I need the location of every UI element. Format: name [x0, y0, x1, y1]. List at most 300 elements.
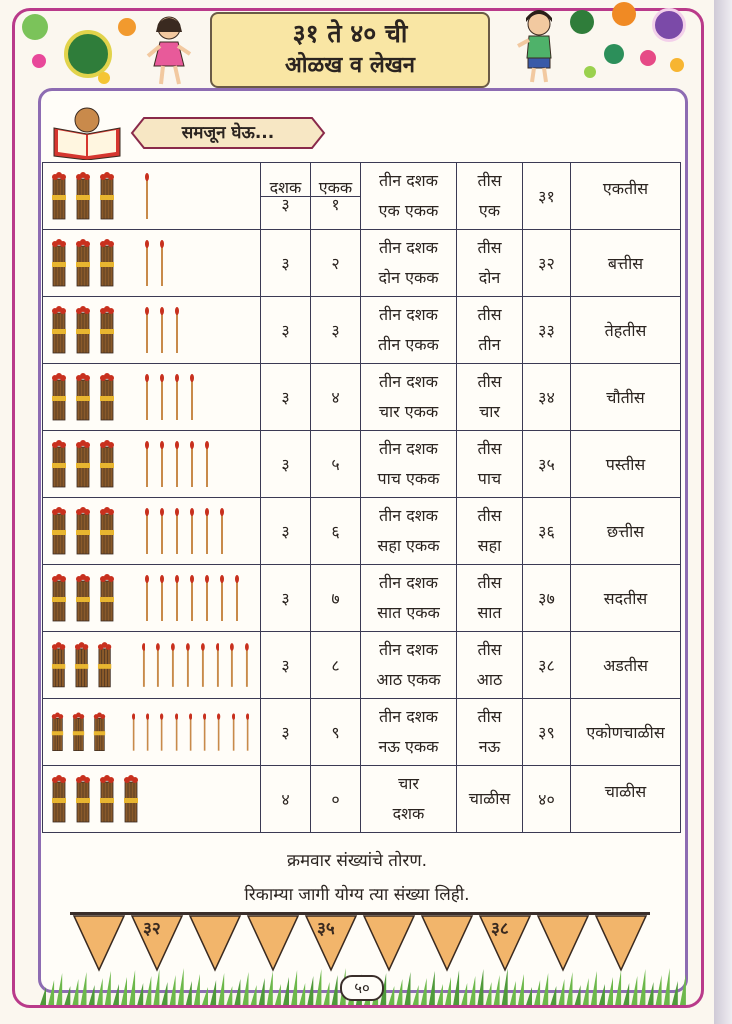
matchstick-icon — [132, 709, 135, 755]
grass-blade — [275, 984, 281, 1005]
short-line2: सहा — [477, 536, 502, 555]
words-line1: तीन दशक — [379, 372, 438, 391]
short-line1: तीस — [477, 707, 502, 726]
short-line1: तीस — [477, 171, 502, 190]
ones-digit: ० — [311, 766, 361, 833]
grass-blade — [186, 981, 192, 1005]
matchstick-icon — [220, 508, 224, 554]
grass-blade — [437, 984, 443, 1005]
matchstick-icon — [175, 307, 179, 353]
matchstick-bundle-icon — [75, 439, 91, 489]
matchstick-bundle-icon — [75, 506, 91, 556]
table-row — [43, 230, 681, 297]
grass-blade — [534, 980, 540, 1005]
numbers-table — [42, 162, 681, 833]
tens-digit: ३ — [261, 498, 311, 565]
matchstick-bundle-icon — [74, 640, 89, 690]
grass-blade — [291, 970, 297, 1005]
table-row — [43, 766, 681, 833]
place-value-words — [361, 230, 457, 297]
short-line2: आठ — [476, 670, 503, 689]
matchstick-icon — [175, 441, 179, 487]
matchstick-icon — [145, 374, 149, 420]
grass-blade — [97, 978, 103, 1005]
decor-dot — [32, 54, 46, 68]
grass-blade — [631, 976, 637, 1005]
matchstick-bundle-icon — [51, 707, 64, 757]
garland-flag-number: ३८ — [491, 919, 509, 939]
short-words — [457, 766, 523, 833]
tens-digit: ३ — [261, 431, 311, 498]
matchstick-bundle-icon — [99, 372, 115, 422]
matchstick-icon — [160, 575, 164, 621]
grass-blade — [72, 979, 78, 1005]
matchstick-picture — [43, 364, 261, 431]
grass-blade — [137, 983, 143, 1005]
matchstick-icon — [190, 575, 194, 621]
grass-blade — [64, 986, 70, 1005]
matchstick-bundle-icon — [51, 506, 67, 556]
matchstick-picture — [43, 632, 261, 699]
ones-digit: ७ — [311, 565, 361, 632]
words-line1: तीन दशक — [379, 640, 438, 659]
matchstick-bundle-icon — [99, 171, 115, 221]
number-numeral: ३८ — [523, 632, 571, 699]
grass-blade — [510, 981, 516, 1005]
book-spine — [714, 0, 732, 1024]
grass-blade — [477, 969, 483, 1005]
grass-blade — [615, 970, 621, 1005]
matchstick-bundle-icon — [51, 640, 66, 690]
matchstick-bundle-icon — [72, 707, 85, 757]
grass-blade — [81, 972, 87, 1005]
grass-blade — [486, 982, 492, 1005]
ones-digit: ६ — [311, 498, 361, 565]
grass-blade — [542, 973, 548, 1005]
grass-blade — [388, 986, 394, 1005]
tens-digit: ३ — [261, 632, 311, 699]
place-value-words — [361, 297, 457, 364]
table-row — [43, 297, 681, 364]
grass-blade — [56, 973, 62, 1005]
matchstick-bundle-icon — [51, 573, 67, 623]
girl-illustration — [146, 14, 192, 88]
matchstick-picture — [43, 498, 261, 565]
tens-digit: ३ — [261, 565, 311, 632]
matchstick-icon — [186, 642, 190, 688]
grass-blade — [283, 977, 289, 1005]
decor-dot — [670, 58, 684, 72]
matchstick-icon — [205, 441, 209, 487]
tens-digit: ३ — [261, 230, 311, 297]
garland-caption: क्रमवार संख्यांचे तोरण. — [286, 851, 428, 871]
grass-blade — [40, 987, 46, 1005]
grass-blade — [332, 975, 338, 1005]
matchstick-picture — [43, 163, 261, 230]
matchstick-icon — [205, 508, 209, 554]
matchstick-icon — [160, 374, 164, 420]
grass-blade — [550, 986, 556, 1005]
page-title: ३१ ते ४० ची — [292, 19, 408, 48]
number-numeral: ३१ — [523, 163, 571, 230]
matchstick-bundle-icon — [99, 573, 115, 623]
words-line2: एक एकक — [378, 201, 439, 220]
table-row — [43, 431, 681, 498]
grass-blade — [105, 971, 111, 1005]
table-row — [43, 632, 681, 699]
grass-blade — [518, 974, 524, 1005]
ones-digit: ९ — [311, 699, 361, 766]
grass-blade — [421, 978, 427, 1005]
matchstick-icon — [160, 307, 164, 353]
grass-blade — [210, 980, 216, 1005]
decor-dot — [584, 66, 596, 78]
words-line2: नऊ एकक — [378, 737, 439, 756]
matchstick-bundle-icon — [75, 238, 91, 288]
words-line1: चार — [398, 774, 419, 793]
short-words — [457, 431, 523, 498]
grass-blade — [567, 972, 573, 1005]
grass-blade — [48, 980, 54, 1005]
decor-dot — [604, 44, 624, 64]
words-line2: आठ एकक — [376, 670, 441, 689]
short-line1: तीस — [477, 506, 502, 525]
place-value-words — [361, 431, 457, 498]
grass-blade — [445, 977, 451, 1005]
grass-blade — [599, 984, 605, 1005]
garland-flag-number: ३५ — [317, 919, 335, 939]
short-words — [457, 230, 523, 297]
matchstick-bundle-icon — [75, 171, 91, 221]
table-row — [43, 565, 681, 632]
words-line1: तीन दशक — [379, 305, 438, 324]
number-name: सदतीस — [571, 565, 681, 632]
place-value-words — [361, 163, 457, 230]
matchstick-bundle-icon — [75, 372, 91, 422]
grass-blade — [153, 969, 159, 1005]
grass-blade — [672, 981, 678, 1005]
section-banner: समजून घेऊ... — [181, 123, 275, 143]
matchstick-icon — [175, 709, 178, 755]
number-name: चौतीस — [571, 364, 681, 431]
place-value-words — [361, 498, 457, 565]
matchstick-icon — [156, 642, 160, 688]
matchstick-icon — [220, 575, 224, 621]
short-line1: तीस — [477, 305, 502, 324]
grass-blade — [113, 984, 119, 1005]
place-value-words — [361, 766, 457, 833]
matchstick-icon — [160, 441, 164, 487]
matchstick-icon — [142, 642, 146, 688]
matchstick-icon — [245, 642, 249, 688]
number-numeral: ४० — [523, 766, 571, 833]
short-line2: चार — [479, 402, 500, 421]
grass-blade — [129, 970, 135, 1005]
decor-dot — [64, 30, 112, 78]
number-name: चाळीस — [571, 766, 681, 833]
short-line2: एक — [478, 201, 501, 220]
grass-blade — [251, 985, 257, 1005]
ones-digit: ४ — [311, 364, 361, 431]
matchstick-icon — [203, 709, 206, 755]
place-value-words — [361, 364, 457, 431]
grass-blade — [396, 979, 402, 1005]
matchstick-icon — [235, 575, 239, 621]
matchstick-bundle-icon — [51, 238, 67, 288]
decor-dot — [640, 50, 656, 66]
number-name: एकोणचाळीस — [571, 699, 681, 766]
short-words — [457, 364, 523, 431]
matchstick-bundle-icon — [51, 305, 67, 355]
short-line2: सात — [477, 603, 502, 622]
matchstick-bundle-icon — [51, 774, 67, 824]
matchstick-bundle-icon — [75, 774, 91, 824]
grass-blade — [259, 978, 265, 1005]
grass-blade — [170, 975, 176, 1005]
grass-blade — [178, 968, 184, 1005]
matchstick-icon — [145, 307, 149, 353]
table-row — [43, 699, 681, 766]
grass-blade — [202, 987, 208, 1005]
number-numeral: ३६ — [523, 498, 571, 565]
grass-blade — [405, 972, 411, 1005]
short-line1: तीस — [477, 238, 502, 257]
grass-blade — [607, 977, 613, 1005]
matchstick-picture — [43, 297, 261, 364]
grass-blade — [664, 968, 670, 1005]
matchstick-picture — [43, 230, 261, 297]
grass-blade — [307, 976, 313, 1005]
ones-digit: ५ — [311, 431, 361, 498]
words-line2: पाच एकक — [377, 469, 440, 488]
grass-blade — [591, 971, 597, 1005]
short-line1: चाळीस — [468, 789, 511, 808]
page-subtitle: ओळख व लेखन — [285, 53, 415, 78]
matchstick-icon — [146, 709, 149, 755]
number-name: एकतीस — [571, 163, 681, 230]
grass-blade — [575, 985, 581, 1005]
place-value-words — [361, 699, 457, 766]
matchstick-icon — [190, 374, 194, 420]
matchstick-icon — [217, 709, 220, 755]
decor-dot — [612, 2, 636, 26]
ones-digit: ३ — [311, 297, 361, 364]
grass-blade — [315, 969, 321, 1005]
reading-book-icon — [52, 106, 122, 160]
matchstick-icon — [190, 441, 194, 487]
ones-digit: १ — [331, 194, 340, 214]
matchstick-icon — [216, 642, 220, 688]
number-numeral: ३२ — [523, 230, 571, 297]
matchstick-icon — [232, 709, 235, 755]
grass-blade — [194, 974, 200, 1005]
short-words — [457, 699, 523, 766]
decor-dot — [118, 18, 136, 36]
tens-cell — [261, 163, 311, 230]
matchstick-icon — [189, 709, 192, 755]
matchstick-bundle-icon — [99, 305, 115, 355]
table-row — [43, 163, 681, 230]
tens-digit: ३ — [281, 194, 290, 214]
matchstick-bundle-icon — [99, 439, 115, 489]
number-name: तेहतीस — [571, 297, 681, 364]
place-value-words — [361, 632, 457, 699]
matchstick-bundle-icon — [75, 573, 91, 623]
place-value-words — [361, 565, 457, 632]
decor-dot — [652, 8, 686, 42]
short-words — [457, 163, 523, 230]
number-name: बत्तीस — [571, 230, 681, 297]
grass-blade — [234, 979, 240, 1005]
grass-blade — [494, 975, 500, 1005]
ones-cell — [311, 163, 361, 230]
grass-blade — [267, 971, 273, 1005]
matchstick-picture — [43, 699, 261, 766]
grass-blade — [226, 986, 232, 1005]
ones-header: एकक — [311, 180, 360, 197]
short-line2: पाच — [477, 469, 502, 488]
tens-digit: ३ — [261, 297, 311, 364]
short-line2: तीन — [478, 335, 501, 354]
grass-blade — [243, 972, 249, 1005]
matchstick-icon — [201, 642, 205, 688]
short-words — [457, 297, 523, 364]
decor-dot — [98, 72, 110, 84]
words-line2: दशक — [392, 804, 425, 823]
number-name: पस्तीस — [571, 431, 681, 498]
matchstick-bundle-icon — [99, 238, 115, 288]
matchstick-bundle-icon — [93, 707, 106, 757]
matchstick-icon — [246, 709, 249, 755]
grass-blade — [558, 979, 564, 1005]
short-line1: तीस — [477, 439, 502, 458]
short-line1: तीस — [477, 573, 502, 592]
fill-in-instruction: रिकाम्या जागी योग्य त्या संख्या लिही. — [244, 885, 470, 905]
grass-blade — [639, 969, 645, 1005]
grass-blade — [656, 975, 662, 1005]
matchstick-icon — [175, 508, 179, 554]
number-numeral: ३९ — [523, 699, 571, 766]
words-line2: सहा एकक — [377, 536, 440, 555]
matchstick-picture — [43, 565, 261, 632]
grass-blade — [218, 973, 224, 1005]
grass-blade — [429, 971, 435, 1005]
matchstick-icon — [230, 642, 234, 688]
grass-blade — [526, 987, 532, 1005]
matchstick-bundle-icon — [51, 372, 67, 422]
short-words — [457, 498, 523, 565]
grass-blade — [502, 968, 508, 1005]
matchstick-icon — [175, 575, 179, 621]
grass-blade — [680, 974, 686, 1005]
matchstick-icon — [175, 374, 179, 420]
short-line1: तीस — [477, 640, 502, 659]
matchstick-icon — [145, 441, 149, 487]
grass-blade — [461, 983, 467, 1005]
short-line2: दोन — [478, 268, 501, 287]
matchstick-icon — [171, 642, 175, 688]
matchstick-bundle-icon — [99, 774, 115, 824]
grass-blade — [413, 985, 419, 1005]
garland-flag-number: ३२ — [143, 919, 161, 939]
decor-dot — [22, 14, 48, 40]
matchstick-bundle-icon — [51, 171, 67, 221]
tens-digit: ४ — [261, 766, 311, 833]
matchstick-bundle-icon — [51, 439, 67, 489]
words-line1: तीन दशक — [379, 439, 438, 458]
tens-digit: ३ — [261, 699, 311, 766]
words-line2: तीन एकक — [378, 335, 439, 354]
words-line2: दोन एकक — [378, 268, 439, 287]
ones-digit: २ — [311, 230, 361, 297]
number-numeral: ३५ — [523, 431, 571, 498]
words-line2: चार एकक — [378, 402, 439, 421]
grass-blade — [162, 982, 168, 1005]
matchstick-icon — [160, 508, 164, 554]
words-line1: तीन दशक — [379, 238, 438, 257]
grass-blade — [648, 982, 654, 1005]
matchstick-bundle-icon — [75, 305, 91, 355]
grass-blade — [89, 985, 95, 1005]
matchstick-icon — [190, 508, 194, 554]
matchstick-bundle-icon — [123, 774, 139, 824]
grass-blade — [299, 983, 305, 1005]
number-name: छत्तीस — [571, 498, 681, 565]
words-line1: तीन दशक — [379, 506, 438, 525]
boy-illustration — [516, 10, 562, 84]
matchstick-picture — [43, 431, 261, 498]
ones-digit: ८ — [311, 632, 361, 699]
number-numeral: ३७ — [523, 565, 571, 632]
words-line1: तीन दशक — [379, 171, 438, 190]
number-numeral: ३३ — [523, 297, 571, 364]
matchstick-bundle-icon — [99, 506, 115, 556]
grass-blade — [623, 983, 629, 1005]
words-line1: तीन दशक — [379, 707, 438, 726]
decor-dot — [570, 10, 594, 34]
short-words — [457, 632, 523, 699]
grass-blade — [469, 976, 475, 1005]
page-number: ५० — [340, 975, 384, 1001]
number-name: अडतीस — [571, 632, 681, 699]
table-row — [43, 364, 681, 431]
matchstick-icon — [145, 575, 149, 621]
matchstick-picture — [43, 766, 261, 833]
grass-blade — [121, 977, 127, 1005]
matchstick-icon — [160, 709, 163, 755]
tens-digit: ३ — [261, 364, 311, 431]
page-title-box — [210, 12, 490, 88]
words-line2: सात एकक — [377, 603, 440, 622]
number-numeral: ३४ — [523, 364, 571, 431]
grass-blade — [145, 976, 151, 1005]
tens-header: दशक — [261, 180, 310, 197]
matchstick-icon — [145, 173, 149, 219]
grass-blade — [324, 982, 330, 1005]
matchstick-icon — [145, 240, 149, 286]
short-words — [457, 565, 523, 632]
short-line1: तीस — [477, 372, 502, 391]
matchstick-bundle-icon — [97, 640, 112, 690]
table-row — [43, 498, 681, 565]
matchstick-icon — [205, 575, 209, 621]
words-line1: तीन दशक — [379, 573, 438, 592]
grass-blade — [583, 978, 589, 1005]
grass-blade — [453, 970, 459, 1005]
matchstick-icon — [160, 240, 164, 286]
matchstick-icon — [145, 508, 149, 554]
short-line2: नऊ — [478, 737, 501, 756]
